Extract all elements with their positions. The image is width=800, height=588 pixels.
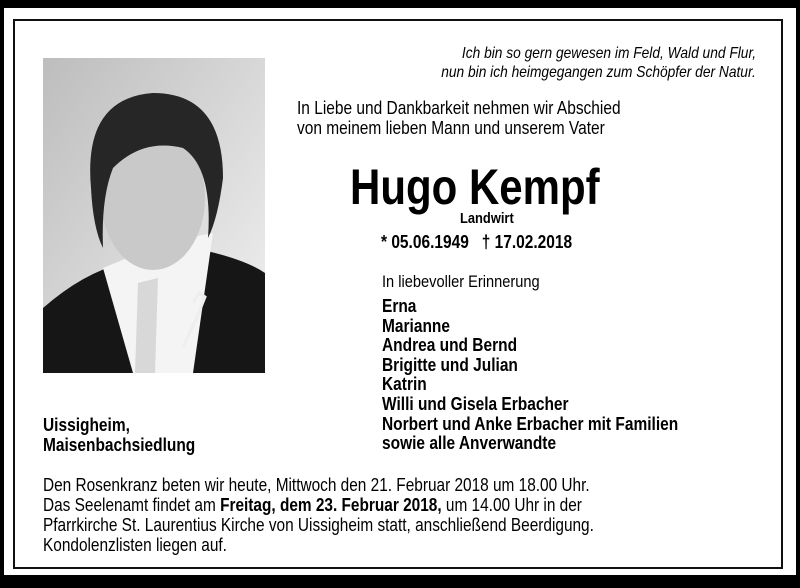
intro-line: von meinem lieben Mann und unserem Vater bbox=[297, 118, 605, 138]
life-dates bbox=[381, 232, 572, 253]
quote-line: Ich bin so gern gewesen im Feld, Wald und Flur, bbox=[461, 45, 756, 62]
mourner: Erna bbox=[382, 296, 417, 316]
farewell-intro bbox=[297, 98, 621, 138]
info-line: Pfarrkirche St. Laurentius Kirche von Uissigheim statt, anschließend Beerdigung. bbox=[43, 515, 594, 535]
place bbox=[43, 415, 195, 455]
mourner: Brigitte und Julian bbox=[382, 354, 518, 375]
deceased-name: Hugo Kempf bbox=[350, 159, 600, 215]
mourner: Willi und Gisela Erbacher bbox=[382, 393, 569, 414]
birth-date: * 05.06.1949 bbox=[381, 232, 469, 252]
service-info bbox=[43, 475, 594, 555]
portrait-photo bbox=[43, 58, 265, 373]
mourner: Norbert und Anke Erbacher mit Familien bbox=[382, 413, 679, 434]
intro-line: In Liebe und Dankbarkeit nehmen wir Abschied bbox=[297, 98, 621, 118]
place-line: Uissigheim, bbox=[43, 415, 130, 435]
mourner: Marianne bbox=[382, 315, 450, 336]
mourner: Andrea und Bernd bbox=[382, 335, 518, 356]
info-line: Den Rosenkranz beten wir heute, Mittwoch den 21. Februar 2018 um 18.00 Uhr. bbox=[43, 475, 590, 495]
mourners-list bbox=[382, 297, 678, 454]
funeral-date: Freitag, dem 23. Februar 2018, bbox=[220, 495, 442, 515]
death-date: † 17.02.2018 bbox=[481, 232, 573, 252]
info-line bbox=[43, 495, 594, 515]
info-text: um 14.00 Uhr in der bbox=[441, 495, 582, 515]
mourner: sowie alle Anverwandte bbox=[382, 433, 557, 454]
quote-line: nun bin ich heimgegangen zum Schöpfer der Natur. bbox=[441, 64, 756, 81]
info-line: Kondolenzlisten liegen auf. bbox=[43, 535, 227, 555]
mourner: Katrin bbox=[382, 374, 427, 395]
deceased-profession: Landwirt bbox=[460, 210, 514, 227]
memory-label: In liebevoller Erinnerung bbox=[382, 272, 540, 291]
info-text: Das Seelenamt findet am bbox=[43, 495, 221, 515]
place-line: Maisenbachsiedlung bbox=[43, 435, 196, 455]
